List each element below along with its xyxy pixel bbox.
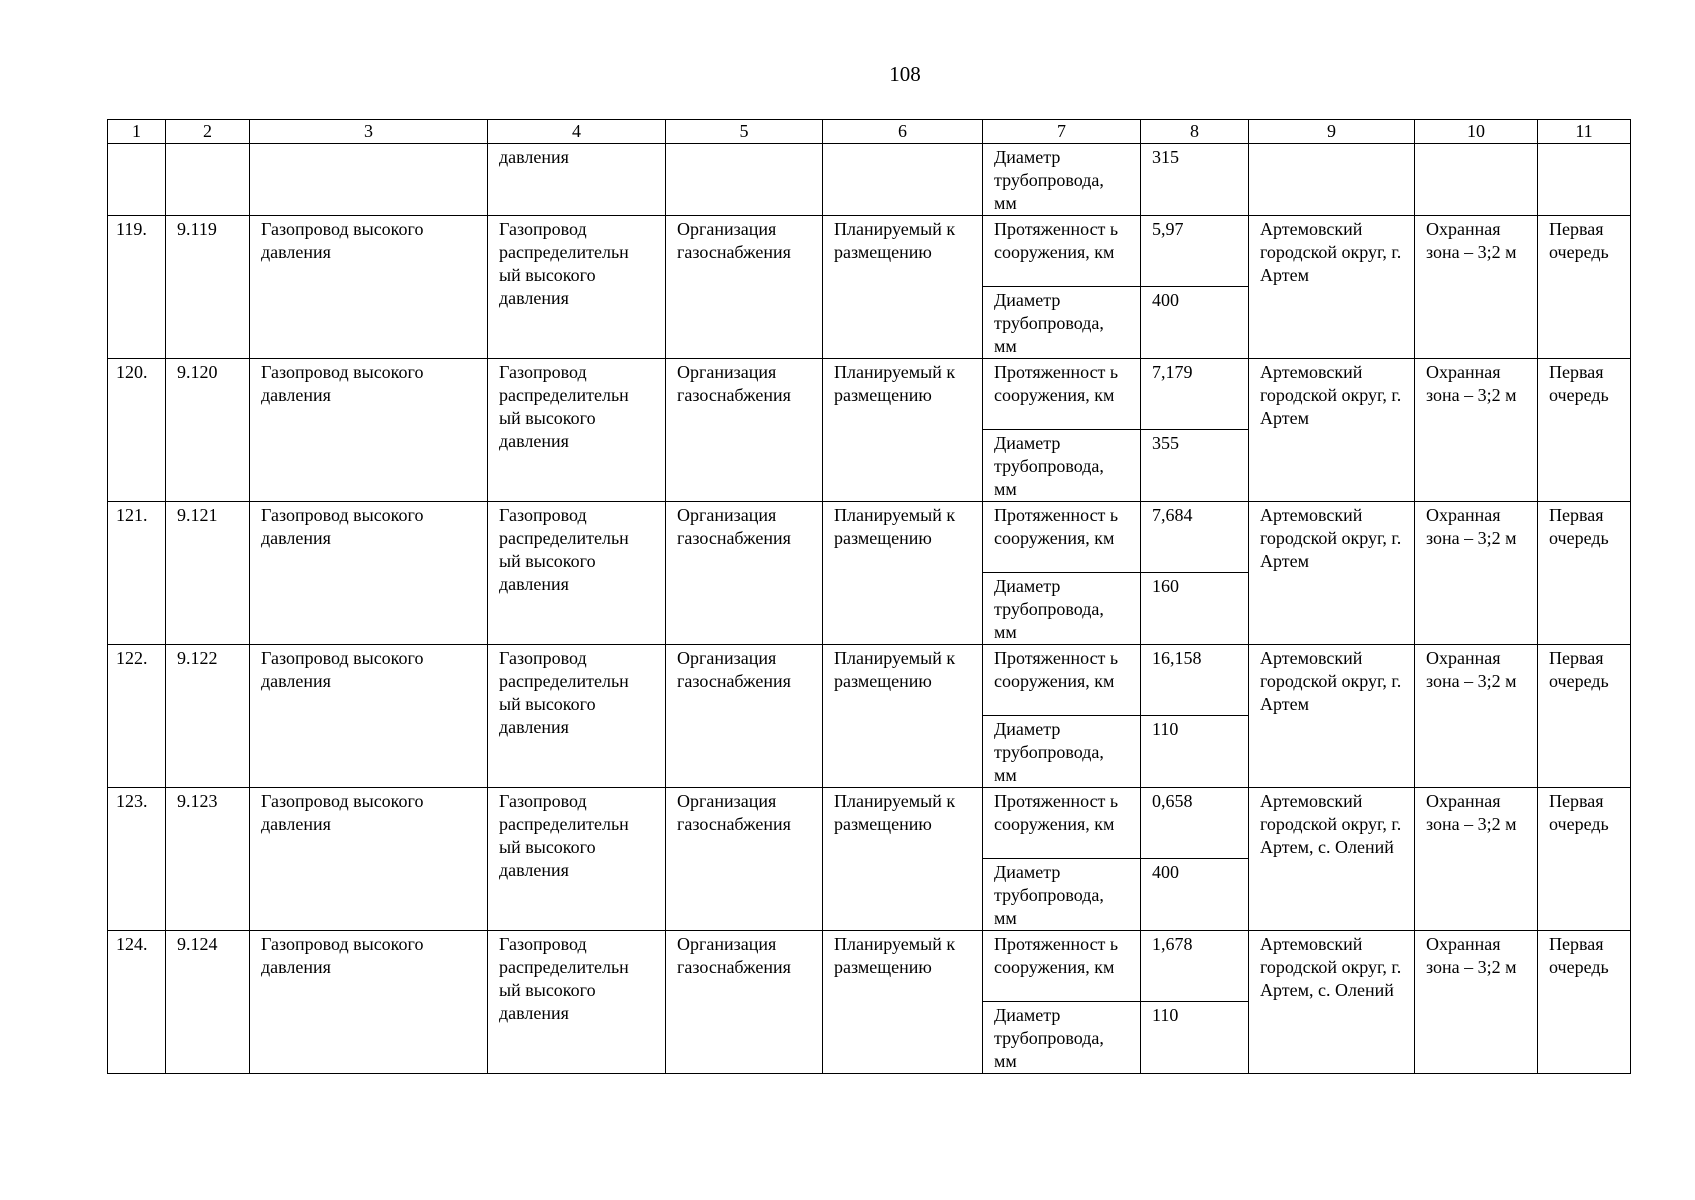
location-cell: Артемовский городской округ, г. Артем <box>1249 216 1415 359</box>
status-cell: Планируемый к размещению <box>823 931 983 1074</box>
column-header: 9 <box>1249 120 1415 144</box>
value-cell: 355 <box>1141 430 1249 502</box>
code-cell: 9.122 <box>166 645 250 788</box>
value-cell: 7,684 <box>1141 502 1249 573</box>
column-header: 1 <box>108 120 166 144</box>
status-cell: Планируемый к размещению <box>823 645 983 788</box>
location-cell: Артемовский городской округ, г. Артем <box>1249 645 1415 788</box>
location-cell: Артемовский городской округ, г. Артем, с. Олений <box>1249 931 1415 1074</box>
zone-cell: Охранная зона – 3;2 м <box>1415 788 1538 931</box>
stage-cell: Первая очередь <box>1538 931 1631 1074</box>
column-header: 5 <box>666 120 823 144</box>
stage-cell: Первая очередь <box>1538 645 1631 788</box>
table-row <box>108 359 1631 430</box>
column-header: 11 <box>1538 120 1631 144</box>
param-cell: Диаметр трубопровода, мм <box>983 430 1141 502</box>
gas-pipeline-table <box>107 119 1631 1074</box>
name-cell: Газопровод высокого давления <box>250 502 488 645</box>
param-cell: Диаметр трубопровода, мм <box>983 859 1141 931</box>
column-header: 7 <box>983 120 1141 144</box>
value-cell: 400 <box>1141 287 1249 359</box>
location-cell: Артемовский городской округ, г. Артем, с. Олений <box>1249 788 1415 931</box>
param-cell: Диаметр трубопровода, мм <box>983 144 1141 216</box>
purpose-cell: Организация газоснабжения <box>666 502 823 645</box>
purpose-cell: Организация газоснабжения <box>666 788 823 931</box>
code-cell: 9.119 <box>166 216 250 359</box>
empty-cell <box>250 144 488 216</box>
stage-cell: Первая очередь <box>1538 359 1631 502</box>
param-cell: Протяженност ь сооружения, км <box>983 788 1141 859</box>
zone-cell: Охранная зона – 3;2 м <box>1415 502 1538 645</box>
type-cell: Газопровод распределительн ый высокого давления <box>488 359 666 502</box>
table-body <box>108 120 1631 1074</box>
purpose-cell: Организация газоснабжения <box>666 359 823 502</box>
column-header: 6 <box>823 120 983 144</box>
column-header: 8 <box>1141 120 1249 144</box>
value-cell: 110 <box>1141 716 1249 788</box>
value-cell: 160 <box>1141 573 1249 645</box>
row-number-cell: 122. <box>108 645 166 788</box>
purpose-cell: Организация газоснабжения <box>666 931 823 1074</box>
table-row <box>108 645 1631 716</box>
empty-cell <box>1538 144 1631 216</box>
purpose-cell: Организация газоснабжения <box>666 216 823 359</box>
location-cell: Артемовский городской округ, г. Артем <box>1249 502 1415 645</box>
status-cell: Планируемый к размещению <box>823 788 983 931</box>
value-cell: 400 <box>1141 859 1249 931</box>
stage-cell: Первая очередь <box>1538 216 1631 359</box>
value-cell: 16,158 <box>1141 645 1249 716</box>
name-cell: Газопровод высокого давления <box>250 359 488 502</box>
row-number-cell: 123. <box>108 788 166 931</box>
table-row <box>108 502 1631 573</box>
name-cell: Газопровод высокого давления <box>250 931 488 1074</box>
value-cell: 110 <box>1141 1002 1249 1074</box>
name-cell: Газопровод высокого давления <box>250 788 488 931</box>
value-cell: 315 <box>1141 144 1249 216</box>
table-row <box>108 931 1631 1002</box>
stage-cell: Первая очередь <box>1538 788 1631 931</box>
column-number-row <box>108 120 1631 144</box>
value-cell: 1,678 <box>1141 931 1249 1002</box>
code-cell: 9.124 <box>166 931 250 1074</box>
zone-cell: Охранная зона – 3;2 м <box>1415 645 1538 788</box>
table-row <box>108 788 1631 859</box>
column-header: 3 <box>250 120 488 144</box>
table-row <box>108 216 1631 287</box>
type-cell: Газопровод распределительн ый высокого давления <box>488 216 666 359</box>
code-cell: 9.123 <box>166 788 250 931</box>
type-cell: Газопровод распределительн ый высокого давления <box>488 931 666 1074</box>
empty-cell <box>166 144 250 216</box>
column-header: 2 <box>166 120 250 144</box>
stage-cell: Первая очередь <box>1538 502 1631 645</box>
name-cell: Газопровод высокого давления <box>250 645 488 788</box>
zone-cell: Охранная зона – 3;2 м <box>1415 216 1538 359</box>
type-cell: Газопровод распределительн ый высокого давления <box>488 645 666 788</box>
value-cell: 7,179 <box>1141 359 1249 430</box>
status-cell: Планируемый к размещению <box>823 359 983 502</box>
param-cell: Диаметр трубопровода, мм <box>983 1002 1141 1074</box>
continuation-row <box>108 144 1631 216</box>
type-cell: Газопровод распределительн ый высокого давления <box>488 788 666 931</box>
value-cell: 5,97 <box>1141 216 1249 287</box>
value-cell: 0,658 <box>1141 788 1249 859</box>
zone-cell: Охранная зона – 3;2 м <box>1415 931 1538 1074</box>
column-header: 4 <box>488 120 666 144</box>
param-cell: Протяженност ь сооружения, км <box>983 645 1141 716</box>
row-number-cell: 120. <box>108 359 166 502</box>
code-cell: 9.120 <box>166 359 250 502</box>
empty-cell <box>666 144 823 216</box>
param-cell: Протяженност ь сооружения, км <box>983 216 1141 287</box>
type-cell: давления <box>488 144 666 216</box>
row-number-cell: 121. <box>108 502 166 645</box>
empty-cell <box>1249 144 1415 216</box>
param-cell: Диаметр трубопровода, мм <box>983 573 1141 645</box>
empty-cell <box>108 144 166 216</box>
row-number-cell: 119. <box>108 216 166 359</box>
status-cell: Планируемый к размещению <box>823 502 983 645</box>
param-cell: Протяженност ь сооружения, км <box>983 931 1141 1002</box>
purpose-cell: Организация газоснабжения <box>666 645 823 788</box>
zone-cell: Охранная зона – 3;2 м <box>1415 359 1538 502</box>
name-cell: Газопровод высокого давления <box>250 216 488 359</box>
type-cell: Газопровод распределительн ый высокого давления <box>488 502 666 645</box>
code-cell: 9.121 <box>166 502 250 645</box>
empty-cell <box>1415 144 1538 216</box>
status-cell: Планируемый к размещению <box>823 216 983 359</box>
param-cell: Диаметр трубопровода, мм <box>983 287 1141 359</box>
param-cell: Протяженност ь сооружения, км <box>983 502 1141 573</box>
location-cell: Артемовский городской округ, г. Артем <box>1249 359 1415 502</box>
param-cell: Протяженност ь сооружения, км <box>983 359 1141 430</box>
row-number-cell: 124. <box>108 931 166 1074</box>
page-number: 108 <box>889 62 921 86</box>
empty-cell <box>823 144 983 216</box>
column-header: 10 <box>1415 120 1538 144</box>
param-cell: Диаметр трубопровода, мм <box>983 716 1141 788</box>
